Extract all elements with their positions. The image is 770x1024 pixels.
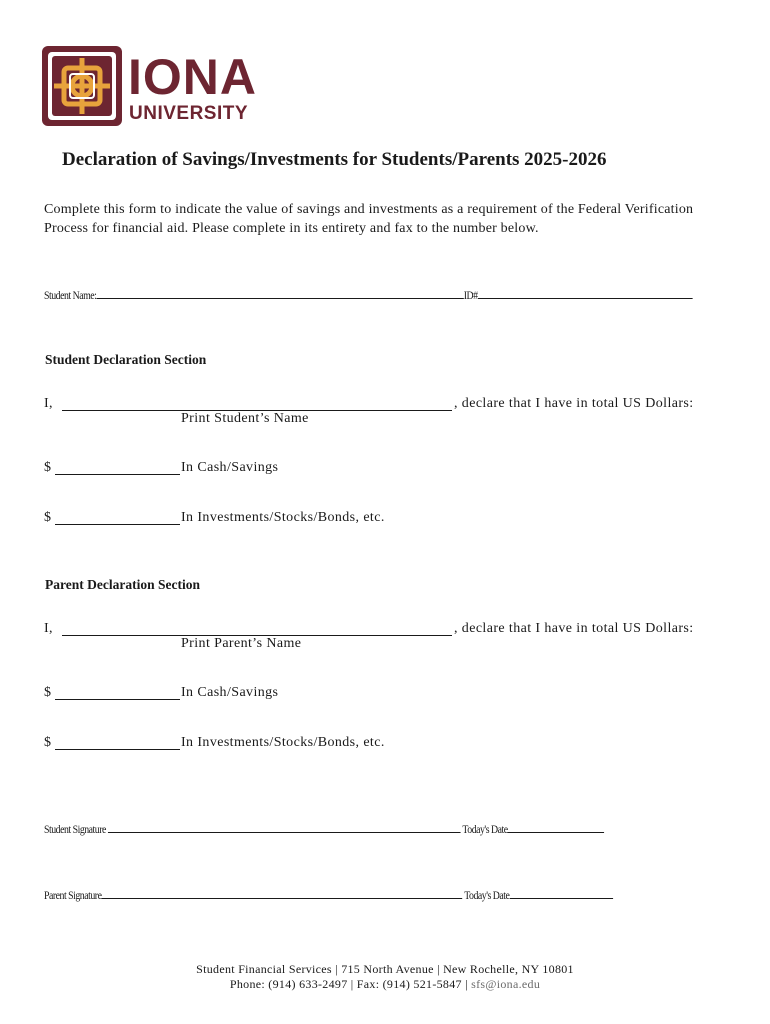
student-id-field[interactable]	[478, 286, 693, 299]
footer-address: Student Financial Services | 715 North Avenue | New Rochelle, NY 10801	[196, 962, 574, 976]
student-id-label: ID#	[463, 288, 478, 302]
parent-name-caption: Print Parent’s Name	[181, 636, 302, 651]
parent-cash-label: In Cash/Savings	[181, 685, 279, 700]
parent-section-heading: Parent Declaration Section	[45, 577, 200, 592]
parent-cash-amount-field[interactable]	[55, 699, 180, 700]
student-investments-amount-field[interactable]	[55, 524, 180, 525]
student-section-heading: Student Declaration Section	[45, 352, 207, 367]
form-title: Declaration of Savings/Investments for Students/Parents 2025-2026	[62, 149, 607, 170]
student-cash-label: In Cash/Savings	[181, 460, 279, 475]
parent-date-field[interactable]	[509, 886, 612, 899]
student-cash-amount-field[interactable]	[55, 474, 180, 475]
student-investments-dollar-sign: $	[44, 510, 52, 525]
parent-cash-dollar-sign: $	[44, 685, 52, 700]
student-name-label: Student Name:	[44, 288, 97, 302]
student-name-field[interactable]	[96, 286, 463, 299]
parent-investments-label: In Investments/Stocks/Bonds, etc.	[181, 735, 385, 750]
instructions-text: Complete this form to indicate the value of savings and investments as a requirement of the Federal Verification Process for financial aid. Please complete in its entirety and fax to the number below.	[44, 202, 694, 236]
footer-phone-fax: Phone: (914) 633-2497 | Fax: (914) 521-5847 |	[229, 977, 468, 991]
student-name-caption: Print Student’s Name	[181, 411, 309, 426]
student-declaration-suffix: , declare that I have in total US Dollars:	[454, 396, 694, 411]
student-signature-row	[44, 820, 604, 837]
parent-signature-field[interactable]	[101, 886, 462, 899]
parent-date-label: Today's Date	[464, 888, 510, 902]
parent-investments-amount-field[interactable]	[55, 749, 180, 750]
student-investments-label: In Investments/Stocks/Bonds, etc.	[181, 510, 385, 525]
student-date-label: Today's Date	[462, 822, 508, 836]
parent-investments-dollar-sign: $	[44, 735, 52, 750]
student-cash-dollar-sign: $	[44, 460, 52, 475]
footer-contact	[0, 977, 770, 992]
student-signature-field[interactable]	[108, 820, 461, 833]
student-info-row	[44, 286, 692, 303]
parent-signature-row	[44, 886, 613, 903]
logo-wordmark-university: UNIVERSITY	[129, 103, 249, 124]
parent-declaration-prefix: I,	[44, 621, 53, 636]
parent-signature-label: Parent Signature	[44, 888, 102, 902]
student-declaration-prefix: I,	[44, 396, 53, 411]
student-date-field[interactable]	[508, 820, 605, 833]
logo-wordmark-iona: IONA	[128, 49, 257, 105]
student-signature-label: Student Signature	[44, 822, 106, 836]
footer-email-link[interactable]: sfs@iona.edu	[471, 977, 541, 991]
iona-logo-icon	[40, 44, 124, 128]
parent-declaration-suffix: , declare that I have in total US Dollars:	[454, 621, 694, 636]
